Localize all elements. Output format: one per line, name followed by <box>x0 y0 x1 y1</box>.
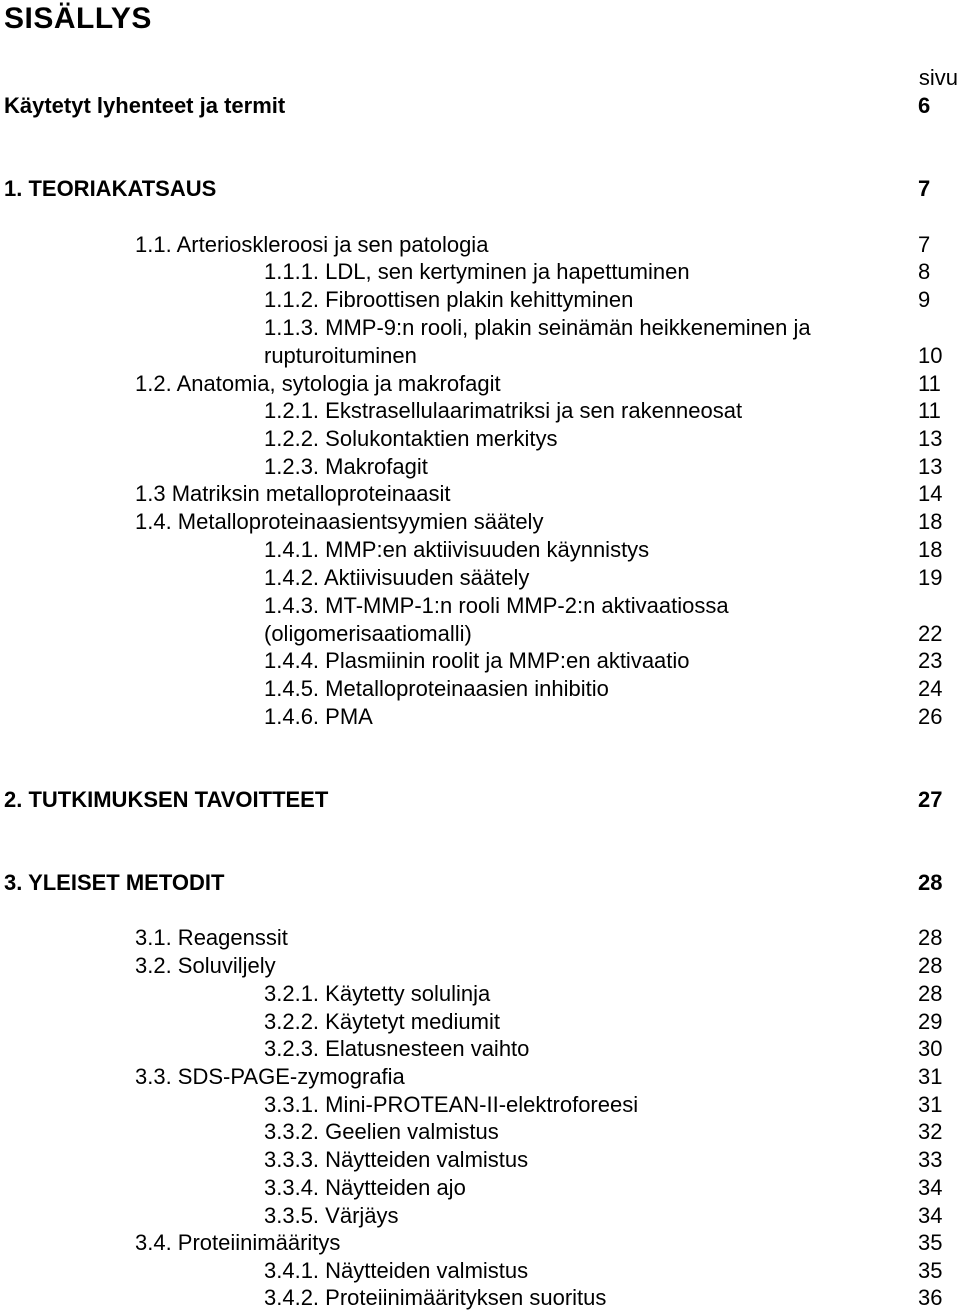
toc-entry-page: 31 <box>918 1092 943 1117</box>
toc-subsection-continuation <box>0 342 960 370</box>
toc-entry-page: 30 <box>918 1036 943 1061</box>
toc-subsection <box>0 647 960 675</box>
toc-subsection <box>0 1174 960 1202</box>
toc-entry-label: 1.4.4. Plasmiinin roolit ja MMP:en aktivaatio <box>264 648 690 673</box>
toc-subsection <box>0 1118 960 1146</box>
toc-subsection <box>0 1284 960 1312</box>
toc-entry-page: 8 <box>918 259 931 284</box>
toc-entry-page: 18 <box>918 509 943 534</box>
toc-entry-label: 1.2.1. Ekstrasellulaarimatriksi ja sen rakenneosat <box>264 398 743 423</box>
toc-entry-label: 3.2.2. Käytetyt mediumit <box>264 1009 500 1034</box>
toc-subsection <box>0 397 960 425</box>
toc-subsection <box>0 980 960 1008</box>
toc-section <box>0 1229 960 1257</box>
toc-entry-page: 35 <box>918 1230 943 1255</box>
toc-subsection <box>0 1257 960 1285</box>
toc-entry-page: 6 <box>918 93 931 118</box>
toc-entry-page: 31 <box>918 1064 943 1089</box>
toc-entry-label: 3.3.1. Mini-PROTEAN-II-elektroforeesi <box>264 1092 639 1117</box>
toc-entry-label: 1. TEORIAKATSAUS <box>4 176 217 201</box>
toc-entry-label: 3.3.3. Näytteiden valmistus <box>264 1147 529 1172</box>
toc-entry-label: 1.1.2. Fibroottisen plakin kehittyminen <box>264 287 634 312</box>
toc-entry-page: 22 <box>918 621 943 646</box>
toc-entry-page: 26 <box>918 704 943 729</box>
toc-section <box>0 231 960 259</box>
toc-subsection <box>0 1202 960 1230</box>
toc-entry-page: 11 <box>918 398 941 423</box>
toc-entry-page: 23 <box>918 648 943 673</box>
toc-subsection-continuation <box>0 620 960 648</box>
toc-entry-page: 19 <box>918 565 943 590</box>
toc-chapter-2 <box>0 786 960 814</box>
toc-section <box>0 952 960 980</box>
toc-entry-abbreviations <box>0 92 960 120</box>
toc-entry-label: 1.2.2. Solukontaktien merkitys <box>264 426 558 451</box>
toc-entry-label: 3.3. SDS-PAGE-zymografia <box>135 1064 405 1089</box>
toc-subsection <box>0 258 960 286</box>
page-title: SISÄLLYS <box>4 2 152 35</box>
toc-section <box>0 1063 960 1091</box>
toc-entry-label: 3.3.4. Näytteiden ajo <box>264 1175 466 1200</box>
toc-entry-label: 3.3.2. Geelien valmistus <box>264 1119 499 1144</box>
toc-entry-label: 3.2.3. Elatusnesteen vaihto <box>264 1036 530 1061</box>
toc-entry-page: 7 <box>918 176 931 201</box>
toc-section <box>0 370 960 398</box>
toc-entry-label: (oligomerisaatiomalli) <box>264 621 472 646</box>
toc-entry-label: 1.1. Arterioskleroosi ja sen patologia <box>135 232 489 257</box>
toc-subsection <box>0 1091 960 1119</box>
toc-entry-page: 18 <box>918 537 943 562</box>
toc-entry-page: 28 <box>918 953 943 978</box>
toc-entry-page: 9 <box>918 287 931 312</box>
toc-entry-page: 28 <box>918 981 943 1006</box>
toc-subsection <box>0 536 960 564</box>
toc-entry-page: 13 <box>918 426 943 451</box>
toc-entry-page: 13 <box>918 454 943 479</box>
toc-entry-label: 1.1.1. LDL, sen kertyminen ja hapettuminen <box>264 259 690 284</box>
toc-entry-label: 2. TUTKIMUKSEN TAVOITTEET <box>4 787 329 812</box>
toc-entry-label: 3.4. Proteiinimääritys <box>135 1230 341 1255</box>
toc-section <box>0 508 960 536</box>
toc-entry-label: 1.4.5. Metalloproteinaasien inhibitio <box>264 676 609 701</box>
toc-entry-label: 1.4.3. MT-MMP-1:n rooli MMP-2:n aktivaatiossa <box>264 593 729 618</box>
toc-entry-label: rupturoituminen <box>264 343 417 368</box>
page-column-header: sivu <box>918 65 958 90</box>
toc-entry-label: 1.2. Anatomia, sytologia ja makrofagit <box>135 371 501 396</box>
toc-entry-label: 1.3 Matriksin metalloproteinaasit <box>135 481 451 506</box>
toc-entry-page: 33 <box>918 1147 943 1172</box>
toc-entry-label: 1.4. Metalloproteinaasientsyymien säätely <box>135 509 544 534</box>
toc-subsection <box>0 425 960 453</box>
toc-entry-label: 3.2. Soluviljely <box>135 953 276 978</box>
toc-section <box>0 480 960 508</box>
toc-entry-label: 1.2.3. Makrofagit <box>264 454 428 479</box>
toc-subsection <box>0 703 960 731</box>
toc-entry-label: 3. YLEISET METODIT <box>4 870 225 895</box>
toc-subsection <box>0 314 960 342</box>
toc-entry-label: 3.3.5. Värjäys <box>264 1203 399 1228</box>
toc-subsection <box>0 592 960 620</box>
toc-entry-page: 24 <box>918 676 943 701</box>
toc-entry-page: 29 <box>918 1009 943 1034</box>
toc-entry-page: 14 <box>918 481 943 506</box>
toc-entry-page: 34 <box>918 1203 943 1228</box>
toc-subsection <box>0 564 960 592</box>
toc-subsection <box>0 675 960 703</box>
toc-entry-label: 1.4.6. PMA <box>264 704 373 729</box>
toc-section <box>0 924 960 952</box>
toc-entry-label: 3.2.1. Käytetty solulinja <box>264 981 491 1006</box>
toc-entry-page: 36 <box>918 1285 943 1310</box>
toc-subsection <box>0 1146 960 1174</box>
toc-entry-label: 3.4.1. Näytteiden valmistus <box>264 1258 529 1283</box>
toc-subsection <box>0 453 960 481</box>
toc-subsection <box>0 286 960 314</box>
toc-entry-page: 7 <box>918 232 931 257</box>
toc-entry-label: 1.4.1. MMP:en aktiivisuuden käynnistys <box>264 537 650 562</box>
toc-entry-label: 1.4.2. Aktiivisuuden säätely <box>264 565 530 590</box>
toc-entry-page: 32 <box>918 1119 943 1144</box>
toc-entry-page: 11 <box>918 371 941 396</box>
toc-subsection <box>0 1035 960 1063</box>
toc-chapter-3 <box>0 869 960 897</box>
toc-entry-label: Käytetyt lyhenteet ja termit <box>4 93 286 118</box>
toc-subsection <box>0 1008 960 1036</box>
toc-entry-label: 3.1. Reagenssit <box>135 925 288 950</box>
toc-entry-label: 3.4.2. Proteiinimäärityksen suoritus <box>264 1285 607 1310</box>
toc-entry-page: 27 <box>918 787 943 812</box>
toc-entry-page: 10 <box>918 343 943 368</box>
toc-entry-label: 1.1.3. MMP-9:n rooli, plakin seinämän heikkeneminen ja <box>264 315 811 340</box>
toc-chapter-1 <box>0 175 960 203</box>
toc-entry-page: 35 <box>918 1258 943 1283</box>
toc-entry-page: 34 <box>918 1175 943 1200</box>
toc-entry-page: 28 <box>918 925 943 950</box>
toc-entry-page: 28 <box>918 870 943 895</box>
